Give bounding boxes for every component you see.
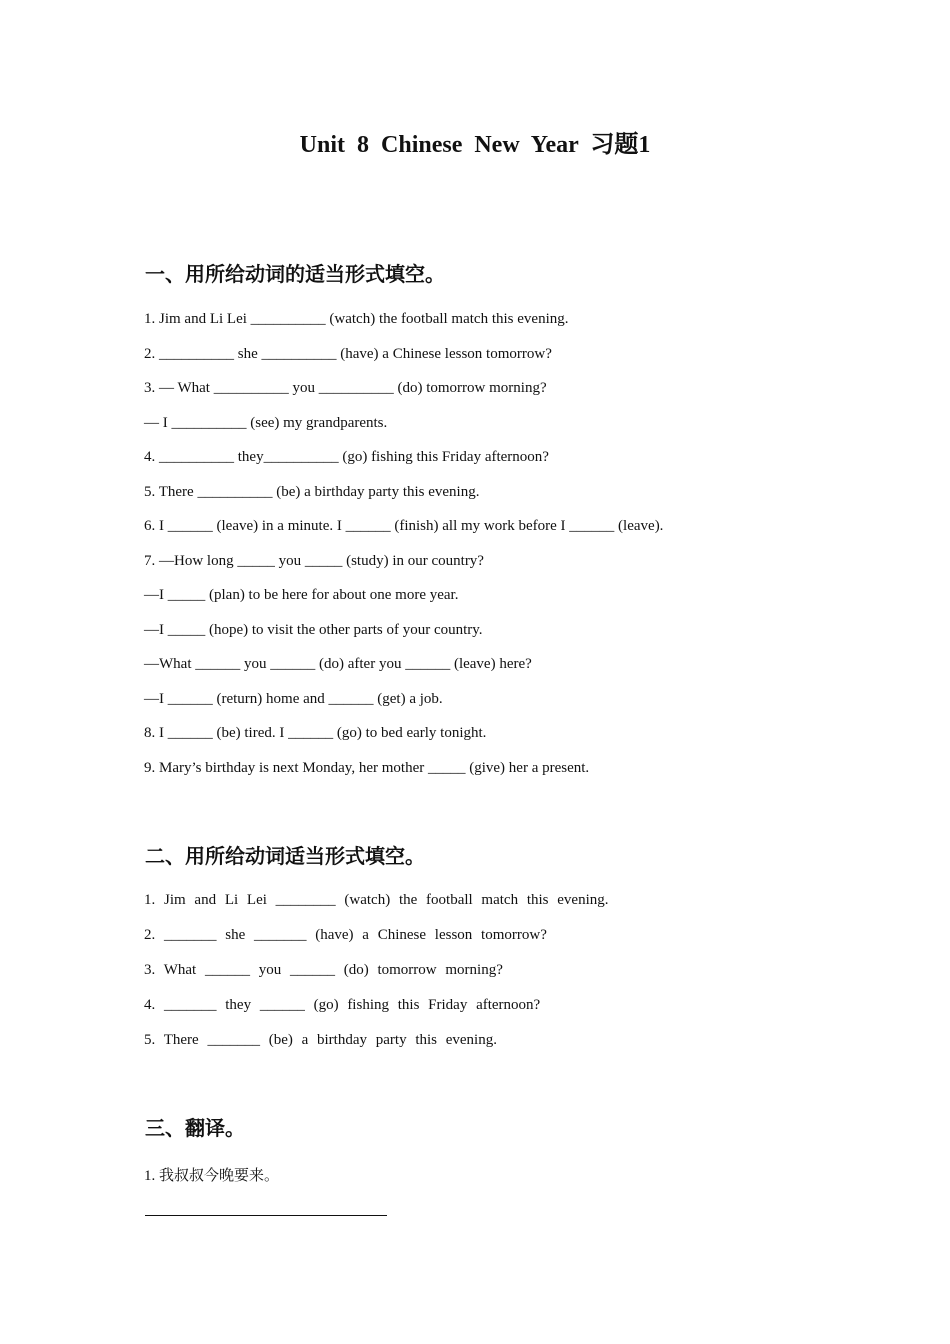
section-1-question-9: 9. Mary’s birthday is next Monday, her mother _____ (give) her a present. (144, 760, 590, 776)
section-2-question-5: 5. There _______ (be) a birthday party this evening. (144, 1032, 497, 1048)
section-1-question-8: 8. I ______ (be) tired. I ______ (go) to bed early tonight. (144, 725, 487, 741)
section-1-question-7: 7. —How long _____ you _____ (study) in our country? (144, 553, 484, 569)
section-1-question-3-reply: — I __________ (see) my grandparents. (144, 415, 388, 431)
section-1-question-5: 5. There __________ (be) a birthday party this evening. (144, 484, 480, 500)
section-1-question-7-reply-3: —What ______ you ______ (do) after you ______ (leave) here? (144, 656, 532, 672)
section-1-question-1: 1. Jim and Li Lei __________ (watch) the football match this evening. (144, 311, 569, 327)
section-2-heading: 二、用所给动词适当形式填空。 (145, 846, 425, 868)
section-1-question-3: 3. — What __________ you __________ (do) tomorrow morning? (144, 380, 547, 396)
answer-line (145, 1215, 387, 1216)
section-2-question-4: 4. _______ they ______ (go) fishing this Friday afternoon? (144, 997, 541, 1013)
section-1-question-4: 4. __________ they__________ (go) fishing this Friday afternoon? (144, 449, 549, 465)
page-title: Unit 8 Chinese New Year 习题1 (299, 132, 651, 158)
section-1-question-7-reply-2: —I _____ (hope) to visit the other parts of your country. (144, 622, 483, 638)
section-3-heading: 三、翻译。 (145, 1118, 245, 1140)
section-3-question-1: 1. 我叔叔今晚要来。 (144, 1168, 280, 1184)
section-1-heading: 一、用所给动词的适当形式填空。 (145, 264, 445, 286)
section-2-question-3: 3. What ______ you ______ (do) tomorrow morning? (144, 962, 503, 978)
section-1-question-7-reply-4: —I ______ (return) home and ______ (get) a job. (144, 691, 443, 707)
section-1-question-6: 6. I ______ (leave) in a minute. I ______ (finish) all my work before I ______ (leave). (144, 518, 664, 534)
section-2-question-2: 2. _______ she _______ (have) a Chinese lesson tomorrow? (144, 927, 547, 943)
section-1-question-2: 2. __________ she __________ (have) a Chinese lesson tomorrow? (144, 346, 552, 362)
section-1-question-7-reply-1: —I _____ (plan) to be here for about one more year. (144, 587, 459, 603)
section-2-question-1: 1. Jim and Li Lei ________ (watch) the football match this evening. (144, 892, 609, 908)
